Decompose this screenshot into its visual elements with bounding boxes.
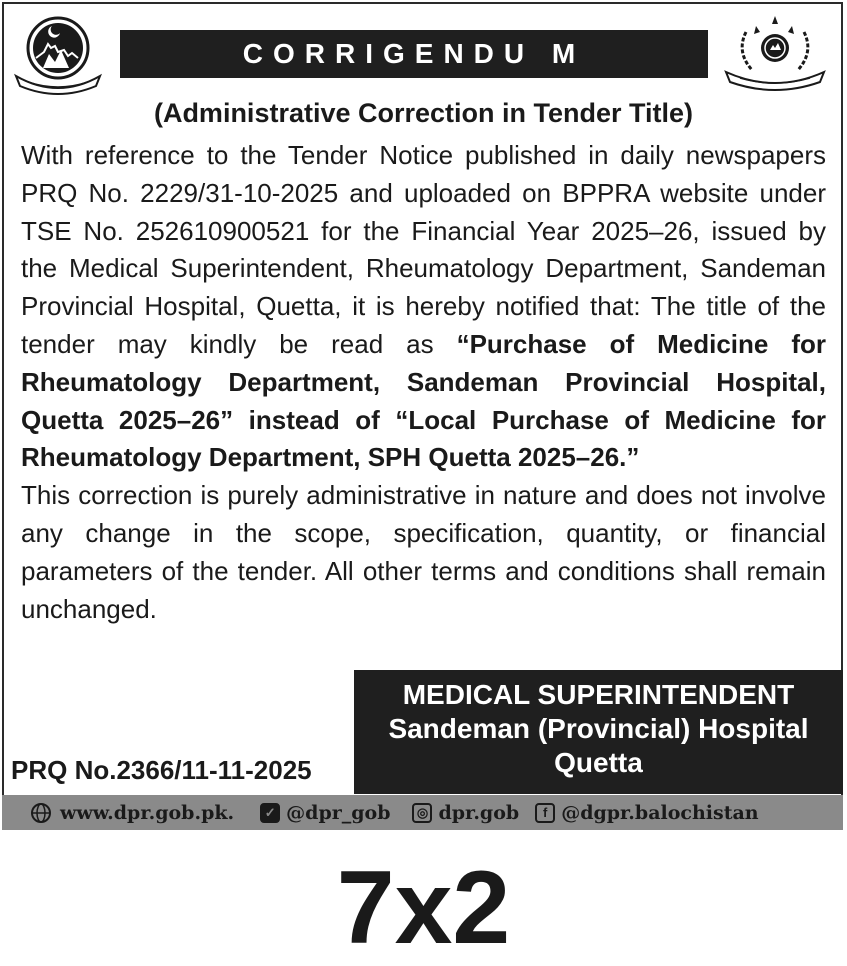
signature-hospital: Sandeman (Provincial) Hospital <box>388 713 809 744</box>
body-paragraph-2: This correction is purely administrative in nature and does not involve any change in the scope, specification, quantity, or financial parameters of the tender. All other terms and conditions shall remain unchanged. <box>21 480 826 624</box>
footer-twitter-text: @dpr_gob <box>286 801 391 824</box>
notice-subtitle: (Administrative Correction in Tender Title) <box>153 98 694 128</box>
signature-title: MEDICAL SUPERINTENDENT <box>402 679 795 710</box>
twitter-icon: ✓ <box>260 803 280 823</box>
notice-body <box>21 137 826 628</box>
instagram-icon: ◎ <box>412 803 432 823</box>
ad-size-label: 7x2 <box>336 850 511 966</box>
body-paragraph-1 <box>21 137 826 477</box>
footer-website-text: www.dpr.gob.pk. <box>60 801 235 824</box>
footer-website[interactable] <box>30 802 234 824</box>
signature-block <box>354 670 843 794</box>
footer-facebook-text: @dgpr.balochistan <box>561 801 759 824</box>
body-paragraph-1-lead: With reference to the Tender Notice published in daily newspapers PRQ No. 2229/31-10-2025 and uploaded on BPPRA website under TSE No. 252610900521 for the Financial Year 2025–26, issued by the Medical Superintendent, Rheumatology Department, Sandeman Provincial Hospital, Quetta, it is hereby notified that: The title of the tender may kindly be read as <box>21 140 826 359</box>
globe-icon <box>30 802 52 824</box>
footer-bar <box>2 795 843 830</box>
corrected-title: “Purchase of Medicine for Rheumatology Department, Sandeman Provincial Hospital, Quetta 2025–26” instead of “Local Purchase of Medicine for Rheumatology Department, SPH Quetta 2025–26.” <box>21 328 826 473</box>
footer-twitter[interactable] <box>260 802 390 824</box>
footer-instagram-text: dpr.gob <box>438 801 520 824</box>
footer-facebook[interactable] <box>535 802 758 824</box>
dgpr-emblem-icon <box>716 12 834 92</box>
footer-instagram[interactable] <box>412 802 519 824</box>
prq-number: PRQ No.2366/11-11-2025 <box>11 755 312 785</box>
signature-city: Quetta <box>554 747 643 778</box>
notice-title: CORRIGENDU M <box>120 30 708 78</box>
balochistan-emblem-icon <box>10 12 106 96</box>
facebook-icon: f <box>535 803 555 823</box>
